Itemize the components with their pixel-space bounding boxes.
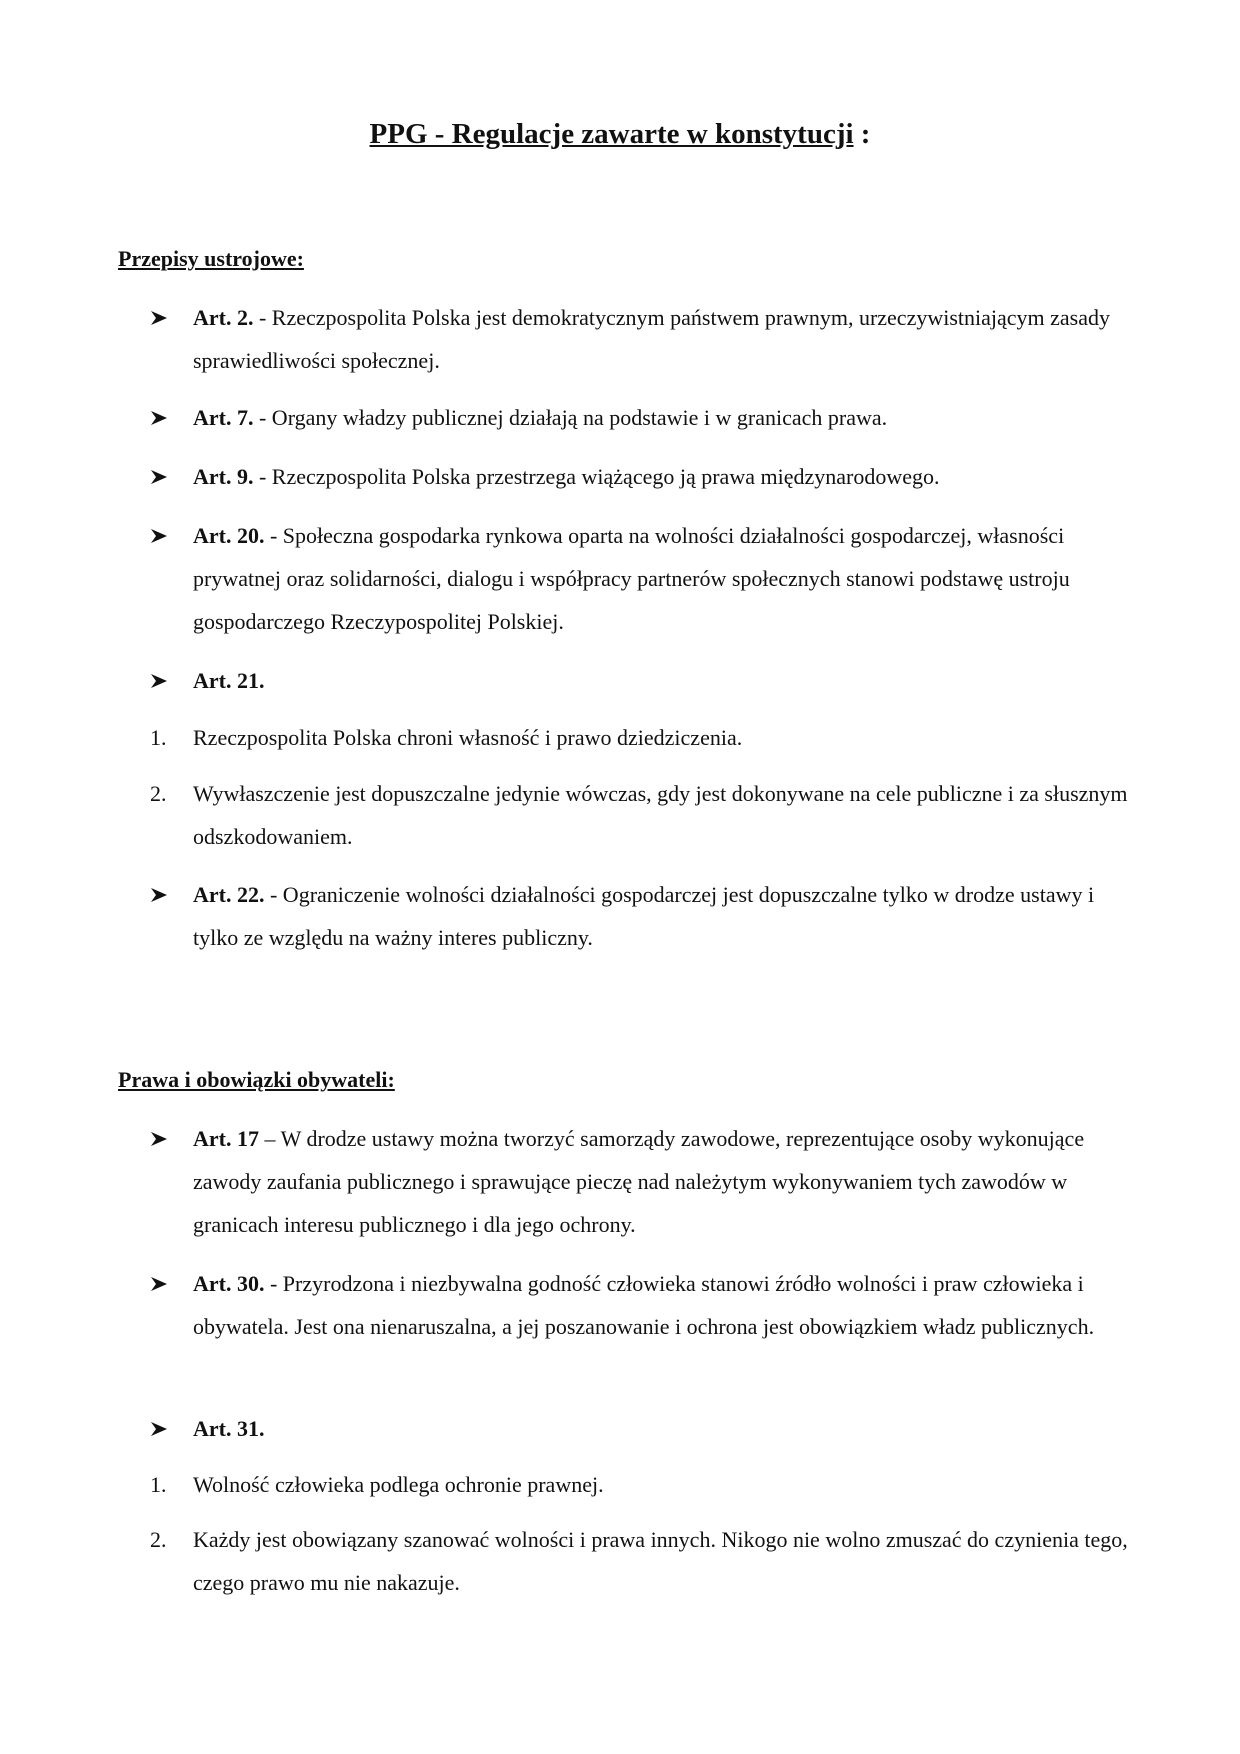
list-item xyxy=(150,514,1130,643)
list-item xyxy=(150,1117,1130,1246)
list-item-text: Wolność człowieka podlega ochronie prawnej. xyxy=(193,1472,604,1497)
article-text: - Społeczna gospodarka rynkowa oparta na wolności działalności gospodarczej, własności prywatnej oraz solidarności, dialogu i współpracy partnerów społecznych stanowi podstawę ustroju gospodarczego Rzeczypospolitej Polskiej. xyxy=(193,523,1070,634)
list-item xyxy=(150,873,1130,959)
list-item xyxy=(150,1463,1130,1506)
article-number: Art. 31. xyxy=(193,1416,265,1441)
arrow-bullet-icon xyxy=(150,296,190,340)
arrow-bullet-icon xyxy=(150,873,190,917)
arrow-bullet-icon xyxy=(150,1262,190,1306)
article-text: – W drodze ustawy można tworzyć samorządy zawodowe, reprezentujące osoby wykonujące zawody zaufania publicznego i sprawujące pieczę nad należytym wykonywaniem tych zawodów w granicach interesu publicznego i dla jego ochrony. xyxy=(193,1126,1085,1237)
article-text: - Rzeczpospolita Polska jest demokratycznym państwem prawnym, urzeczywistniającym zasady sprawiedliwości społecznej. xyxy=(193,305,1110,373)
article-text: - Ograniczenie wolności działalności gospodarczej jest dopuszczalne tylko w drodze ustawy i tylko ze względu na ważny interes publiczny. xyxy=(193,882,1095,950)
article-number: Art. 17 xyxy=(193,1126,259,1151)
arrow-bullet-icon xyxy=(150,396,190,440)
article-number: Art. 21. xyxy=(193,668,265,693)
arrow-bullet-icon xyxy=(150,514,190,558)
page-title-suffix: : xyxy=(853,118,871,150)
page-title xyxy=(0,118,1240,151)
list-item xyxy=(150,716,1130,759)
list-item xyxy=(150,1518,1130,1604)
list-item xyxy=(150,659,1130,702)
arrow-bullet-icon xyxy=(150,1117,190,1161)
list-item-text: Wywłaszczenie jest dopuszczalne jedynie wówczas, gdy jest dokonywane na cele publiczne i za słusznym odszkodowaniem. xyxy=(193,781,1128,849)
article-text: - Przyrodzona i niezbywalna godność człowieka stanowi źródło wolności i praw człowieka i obywatela. Jest ona nienaruszalna, a jej poszanowanie i ochrona jest obowiązkiem władz publicznych. xyxy=(193,1271,1095,1339)
section-heading-ustrojowe: Przepisy ustrojowe: xyxy=(118,246,304,271)
article-number: Art. 7. xyxy=(193,405,254,430)
list-item xyxy=(150,296,1130,382)
arrow-bullet-icon xyxy=(150,659,190,703)
article-text: - Rzeczpospolita Polska przestrzega wiążącego ją prawa międzynarodowego. xyxy=(253,464,940,489)
article-number: Art. 30. xyxy=(193,1271,265,1296)
list-number: 2. xyxy=(150,781,167,806)
list-item xyxy=(150,772,1130,858)
list-item xyxy=(150,1262,1130,1348)
list-number: 1. xyxy=(150,725,167,750)
arrow-bullet-icon xyxy=(150,455,190,499)
list-item xyxy=(150,1407,1130,1450)
list-number: 2. xyxy=(150,1527,167,1552)
arrow-bullet-icon xyxy=(150,1407,190,1451)
list-number: 1. xyxy=(150,1472,167,1497)
article-text: - Organy władzy publicznej działają na podstawie i w granicach prawa. xyxy=(253,405,888,430)
list-item xyxy=(150,396,1130,439)
list-item-text: Każdy jest obowiązany szanować wolności i prawa innych. Nikogo nie wolno zmuszać do czynienia tego, czego prawo mu nie nakazuje. xyxy=(193,1527,1128,1595)
section-heading-prawa: Prawa i obowiązki obywateli: xyxy=(118,1067,395,1092)
list-item xyxy=(150,455,1130,498)
article-number: Art. 22. xyxy=(193,882,265,907)
article-number: Art. 9. xyxy=(193,464,254,489)
article-number: Art. 20. xyxy=(193,523,265,548)
list-item-text: Rzeczpospolita Polska chroni własność i prawo dziedziczenia. xyxy=(193,725,743,750)
article-number: Art. 2. xyxy=(193,305,254,330)
page-title-main: PPG - Regulacje zawarte w konstytucji xyxy=(369,118,854,150)
